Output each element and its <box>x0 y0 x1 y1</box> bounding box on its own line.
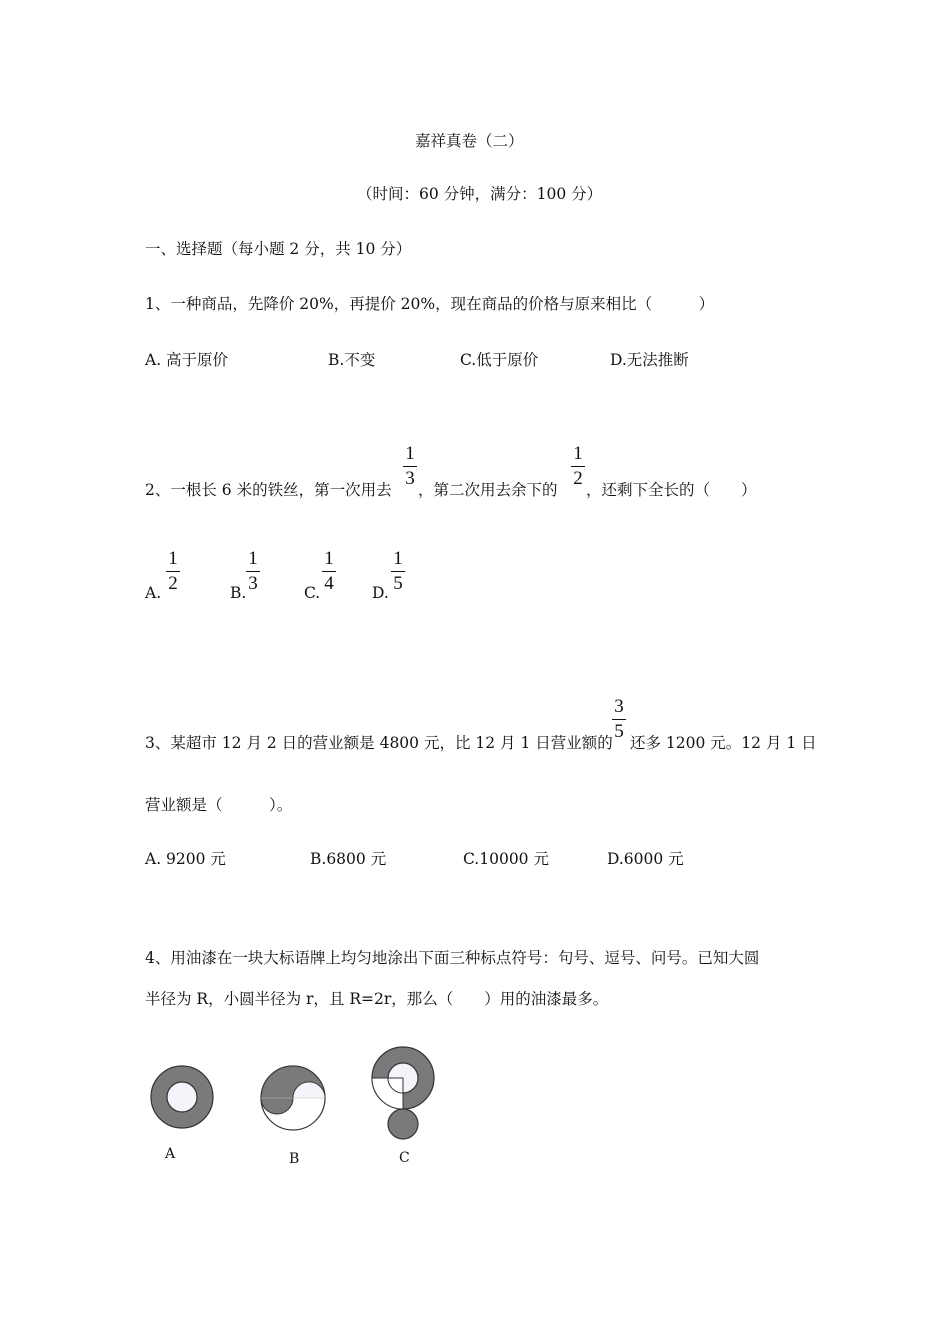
question-2-stem-part2: ，第二次用去余下的 <box>418 481 558 499</box>
q3-option-a: A. 9200 元 <box>145 850 226 868</box>
figure-b-comma <box>261 1066 325 1130</box>
question-3-stem-part1: 3、某超市 12 月 2 日的营业额是 4800 元，比 12 月 1 日营业额的 <box>145 734 613 752</box>
question-2-stem-part3: ，还剩下全长的（ ） <box>586 481 757 499</box>
q1-option-c: C.低于原价 <box>460 351 539 369</box>
fraction-denominator: 3 <box>248 573 258 594</box>
figure-c-label: C <box>399 1150 410 1166</box>
question-1-stem: 1、一种商品，先降价 20%，再提价 20%，现在商品的价格与原来相比（ ） <box>145 295 715 313</box>
fraction-numerator: 1 <box>573 443 583 464</box>
figure-a-label: A <box>165 1146 176 1162</box>
fraction-bar <box>322 571 336 572</box>
fraction-numerator: 1 <box>393 548 403 569</box>
question-3-stem-part2: 还多 1200 元。12 月 1 日 <box>630 734 817 752</box>
punctuation-figures <box>140 1040 460 1170</box>
question-4-stem-line2: 半径为 R，小圆半径为 r，且 R=2r，那么（ ）用的油漆最多。 <box>145 990 609 1008</box>
fraction-denominator: 3 <box>405 468 415 489</box>
fraction-numerator: 1 <box>324 548 334 569</box>
q2-fraction-2 <box>571 444 585 489</box>
fraction-bar <box>612 719 626 720</box>
fraction-numerator: 1 <box>248 548 258 569</box>
q2-option-c-fraction <box>322 549 336 594</box>
fraction-bar <box>166 571 180 572</box>
q3-fraction <box>612 697 626 742</box>
q1-option-d: D.无法推断 <box>610 351 689 369</box>
fraction-bar <box>246 571 260 572</box>
q2-option-b-label: B. <box>230 584 247 602</box>
q2-fraction-1 <box>403 444 417 489</box>
page-subtitle: （时间：60 分钟，满分：100 分） <box>357 185 603 203</box>
q3-option-b: B.6800 元 <box>310 850 387 868</box>
q2-option-a-label: A. <box>145 584 162 602</box>
fraction-bar <box>571 466 585 467</box>
q1-option-a: A. 高于原价 <box>145 351 229 369</box>
fraction-bar <box>391 571 405 572</box>
section-heading: 一、选择题（每小题 2 分，共 10 分） <box>145 240 412 258</box>
q2-option-c-label: C. <box>304 584 321 602</box>
q3-option-d: D.6000 元 <box>607 850 684 868</box>
q2-option-a-fraction <box>166 549 180 594</box>
q3-option-c: C.10000 元 <box>463 850 549 868</box>
question-4-stem-line1: 4、用油漆在一块大标语牌上均匀地涂出下面三种标点符号：句号、逗号、问号。已知大圆 <box>145 949 760 967</box>
figure-c-question-mark <box>372 1047 434 1139</box>
fraction-denominator: 2 <box>573 468 583 489</box>
q1-option-b: B.不变 <box>328 351 376 369</box>
question-2-stem-part1: 2、一根长 6 米的铁丝，第一次用去 <box>145 481 392 499</box>
fraction-numerator: 1 <box>405 443 415 464</box>
fraction-denominator: 5 <box>614 721 624 742</box>
figure-b-label: B <box>289 1151 300 1167</box>
q2-option-d-label: D. <box>372 584 389 602</box>
fraction-denominator: 4 <box>324 573 334 594</box>
fraction-denominator: 2 <box>168 573 178 594</box>
fraction-bar <box>403 466 417 467</box>
fraction-numerator: 3 <box>614 696 624 717</box>
fraction-denominator: 5 <box>393 573 403 594</box>
figure-a-period <box>151 1066 213 1128</box>
page-title: 嘉祥真卷（二） <box>415 132 524 150</box>
fraction-numerator: 1 <box>168 548 178 569</box>
question-3-stem-line2: 营业额是（ ）。 <box>145 796 293 814</box>
q2-option-b-fraction <box>246 549 260 594</box>
q2-option-d-fraction <box>391 549 405 594</box>
